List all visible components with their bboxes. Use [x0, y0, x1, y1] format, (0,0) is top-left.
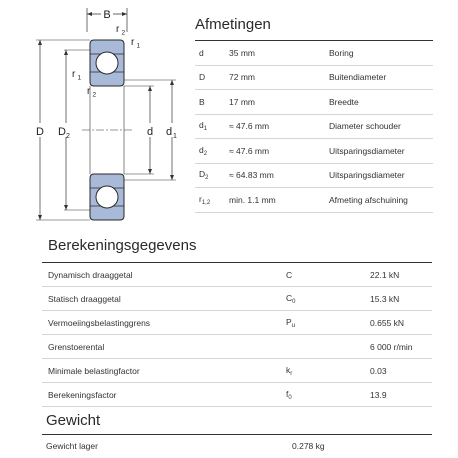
dimension-symbol-base: D — [199, 72, 206, 83]
calculation-symbol-base: k — [286, 364, 291, 375]
bearing-section-top — [90, 40, 124, 86]
dimension-symbol-sub: 2 — [205, 175, 209, 182]
dimensions-title: Afmetingen — [195, 16, 271, 33]
dimension-symbol-sub: 2 — [203, 150, 208, 157]
dimension-value: ≈ 64.83 mm — [229, 170, 274, 181]
dimension-description: Diameter schouder — [329, 121, 401, 132]
calculation-symbol-sub: r — [290, 370, 293, 377]
calculation-symbol — [286, 270, 370, 280]
label-r1-top-sub: 1 — [136, 42, 141, 50]
dimension-description: Boring — [329, 47, 354, 58]
label-d1: d — [166, 126, 173, 138]
calculation-symbol-base: P — [286, 316, 292, 327]
label-r1-left-sub: 1 — [77, 74, 82, 82]
calculation-title: Berekeningsgegevens — [48, 237, 197, 254]
weight-label: Gewicht lager — [46, 441, 98, 451]
table-row — [42, 359, 432, 383]
calculation-symbol-base: f — [286, 388, 289, 399]
calculation-value: 0.655 kN — [370, 317, 405, 328]
table-row — [42, 311, 432, 335]
dimension-symbol — [195, 97, 229, 107]
label-r2-top: r — [116, 24, 120, 35]
dimension-value: 17 mm — [229, 96, 255, 107]
label-r1-top: r — [131, 37, 135, 48]
dimension-description: Uitsparingsdiameter — [329, 145, 405, 156]
label-r2-top-sub: 2 — [121, 29, 126, 37]
weight-section — [42, 408, 432, 457]
calculation-value: 0.03 — [370, 365, 387, 376]
dimension-value: 72 mm — [229, 72, 255, 83]
dimension-symbol — [195, 48, 229, 58]
dimension-description: Buitendiameter — [329, 72, 387, 83]
dimension-symbol — [195, 194, 229, 206]
dimension-symbol-base: D — [199, 169, 206, 180]
dimension-description: Uitsparingsdiameter — [329, 170, 405, 181]
calculation-table — [42, 262, 432, 407]
dimension-description: Afmeting afschuining — [329, 194, 408, 205]
dimension-symbol-sub: 1,2 — [201, 199, 211, 206]
shoulder-diameter-dimension — [164, 80, 182, 180]
dimension-symbol — [195, 120, 229, 132]
calculation-label: Vermoeiingsbelastinggrens — [48, 317, 151, 328]
table-row — [195, 139, 433, 164]
label-d: d — [146, 126, 154, 138]
width-dimension — [87, 8, 127, 32]
table-row — [42, 263, 432, 287]
label-r2-left: r — [87, 86, 91, 97]
calculation-symbol — [286, 317, 370, 329]
calculation-label: Berekeningsfactor — [48, 389, 117, 400]
dimension-value: ≈ 47.6 mm — [229, 145, 270, 156]
dimension-symbol-base: r — [199, 193, 202, 204]
table-row — [195, 66, 433, 91]
table-row — [195, 188, 433, 213]
calculation-symbol-base: C — [286, 269, 293, 280]
outer-diameter-dimension — [32, 40, 48, 220]
calculation-value: 13.9 — [370, 389, 387, 400]
dimension-symbol — [195, 72, 229, 82]
dimension-symbol-base: B — [199, 96, 205, 107]
label-B: B — [103, 9, 111, 21]
calculation-symbol-sub: 0 — [292, 298, 296, 305]
calculation-label: Grenstoerental — [48, 341, 105, 352]
table-row — [42, 335, 432, 359]
calculation-value: 22.1 kN — [370, 269, 400, 280]
weight-value: 0.278 kg — [292, 441, 325, 451]
label-D: D — [36, 126, 44, 138]
calculation-symbol — [286, 365, 370, 377]
label-r2-left-sub: 2 — [92, 91, 97, 99]
weight-title: Gewicht — [46, 412, 101, 429]
calculation-label: Dynamisch draaggetal — [48, 269, 133, 280]
dimension-symbol-base: d — [199, 47, 204, 58]
bearing-section-bottom — [90, 174, 124, 220]
table-row — [42, 287, 432, 311]
weight-table — [42, 434, 432, 457]
table-row — [195, 164, 433, 189]
calculation-label: Minimale belastingfactor — [48, 365, 140, 376]
bore-diameter-dimension — [144, 86, 156, 174]
dimension-symbol — [195, 169, 229, 181]
dimension-value: min. 1.1 mm — [229, 194, 276, 205]
dimension-symbol — [195, 145, 229, 157]
dimension-value: 35 mm — [229, 47, 255, 58]
calculation-symbol-sub: 0 — [288, 394, 292, 401]
dimensions-section — [195, 12, 433, 213]
label-D2: D — [58, 126, 66, 138]
label-D2-sub: 2 — [66, 133, 70, 140]
dimensions-table — [195, 40, 433, 213]
calculation-symbol — [286, 293, 370, 305]
dimension-symbol-base: d — [199, 120, 204, 131]
calculation-section — [42, 232, 432, 407]
dimension-symbol-base: d — [199, 144, 204, 155]
label-r1-left: r — [72, 69, 76, 80]
label-d1-sub: 1 — [173, 133, 177, 140]
bearing-drawing — [28, 4, 193, 232]
table-row — [42, 383, 432, 407]
dimension-value: ≈ 47.6 mm — [229, 121, 270, 132]
table-row — [195, 115, 433, 140]
calculation-symbol-sub: u — [291, 322, 296, 329]
calculation-label: Statisch draaggetal — [48, 293, 121, 304]
table-row — [195, 41, 433, 66]
dimension-description: Breedte — [329, 96, 359, 107]
table-row — [42, 435, 432, 457]
table-row — [195, 90, 433, 115]
dimension-symbol-sub: 1 — [203, 126, 208, 133]
calculation-symbol-base: C — [286, 292, 293, 303]
calculation-value: 6 000 r/min — [370, 341, 413, 352]
calculation-value: 15.3 kN — [370, 293, 400, 304]
calculation-symbol — [286, 389, 370, 401]
